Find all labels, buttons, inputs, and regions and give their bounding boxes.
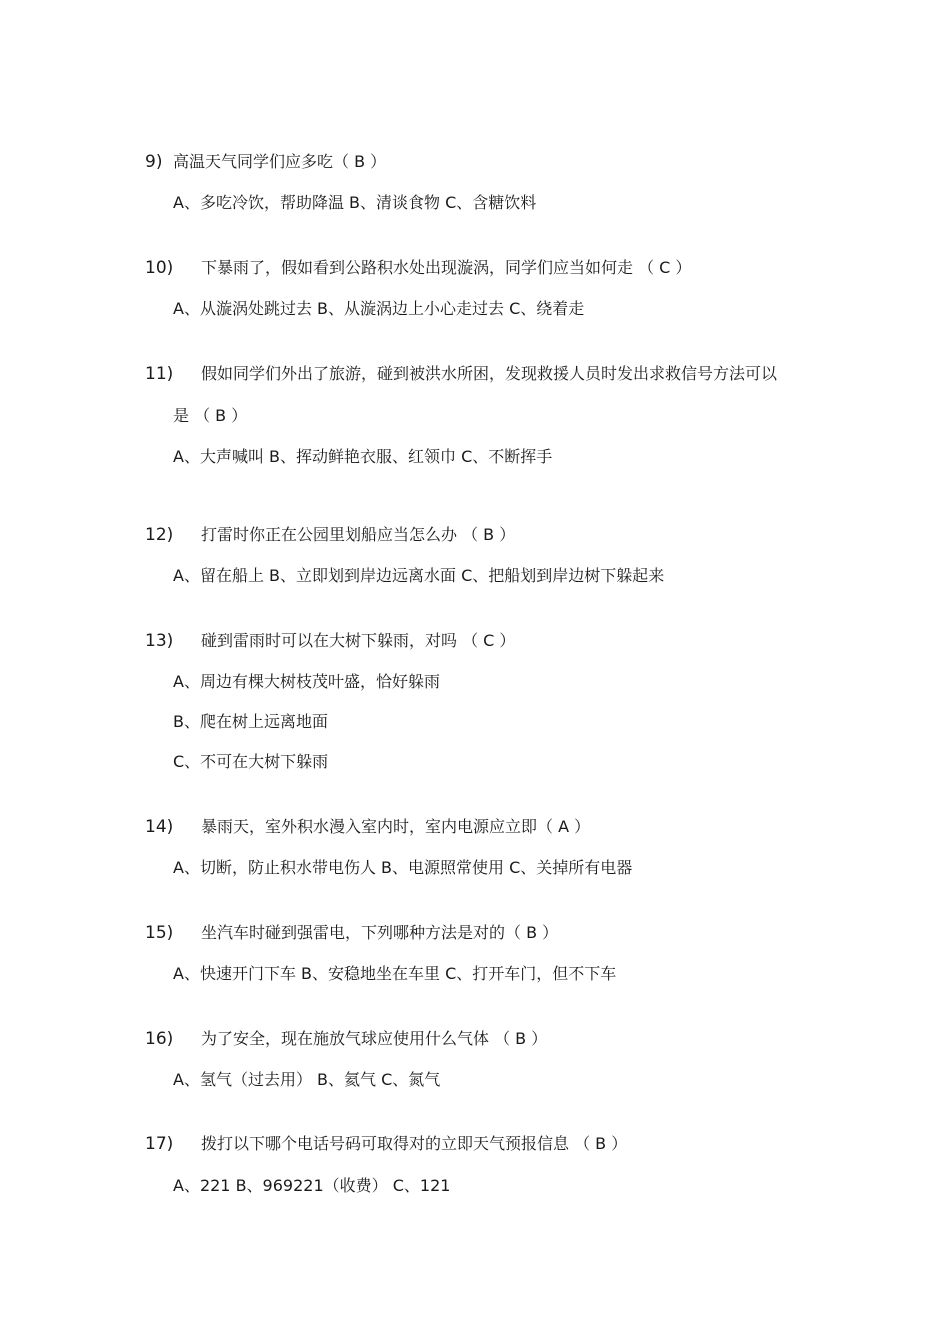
question-number: 10): [145, 258, 174, 278]
option-line: A、留在船上 B、立即划到岸边远离水面 C、把船划到岸边树下躲起来: [173, 566, 665, 585]
option-line: A、氢气（过去用） B、氦气 C、氮气: [173, 1070, 441, 1089]
question-text: 高温天气同学们应多吃（ B ）: [173, 152, 387, 171]
question-number: 9): [145, 152, 163, 172]
option-line: A、快速开门下车 B、安稳地坐在车里 C、打开车门，但不下车: [173, 964, 617, 983]
question-number: 16): [145, 1029, 174, 1049]
question-text-continued: 是 （ B ）: [173, 406, 248, 425]
question-text: 碰到雷雨时可以在大树下躲雨，对吗 （ C ）: [201, 631, 516, 650]
question-number: 12): [145, 525, 174, 545]
question-text: 打雷时你正在公园里划船应当怎么办 （ B ）: [201, 525, 516, 544]
question-number: 14): [145, 817, 174, 837]
option-line: A、切断，防止积水带电伤人 B、电源照常使用 C、关掉所有电器: [173, 858, 633, 877]
option-line: B、爬在树上远离地面: [173, 712, 328, 731]
question-number: 17): [145, 1134, 174, 1154]
option-line: A、大声喊叫 B、挥动鲜艳衣服、红领巾 C、不断挥手: [173, 447, 553, 466]
option-line: A、多吃冷饮，帮助降温 B、清谈食物 C、含糖饮料: [173, 193, 537, 212]
question-text: 下暴雨了，假如看到公路积水处出现漩涡，同学们应当如何走 （ C ）: [201, 258, 692, 277]
option-line: A、从漩涡处跳过去 B、从漩涡边上小心走过去 C、绕着走: [173, 299, 585, 318]
question-number: 13): [145, 631, 174, 651]
question-text: 坐汽车时碰到强雷电，下列哪种方法是对的（ B ）: [201, 923, 559, 942]
option-line: A、221 B、969221（收费） C、121: [173, 1176, 451, 1195]
option-line: A、周边有棵大树枝茂叶盛，恰好躲雨: [173, 672, 440, 691]
question-text: 假如同学们外出了旅游，碰到被洪水所困，发现救援人员时发出求救信号方法可以: [201, 364, 778, 383]
question-number: 15): [145, 923, 174, 943]
question-text: 为了安全，现在施放气球应使用什么气体 （ B ）: [201, 1029, 548, 1048]
question-text: 暴雨天，室外积水漫入室内时，室内电源应立即（ A ）: [201, 817, 591, 836]
question-number: 11): [145, 364, 174, 384]
question-text: 拨打以下哪个电话号码可取得对的立即天气预报信息 （ B ）: [201, 1134, 628, 1153]
option-line: C、不可在大树下躲雨: [173, 752, 329, 771]
